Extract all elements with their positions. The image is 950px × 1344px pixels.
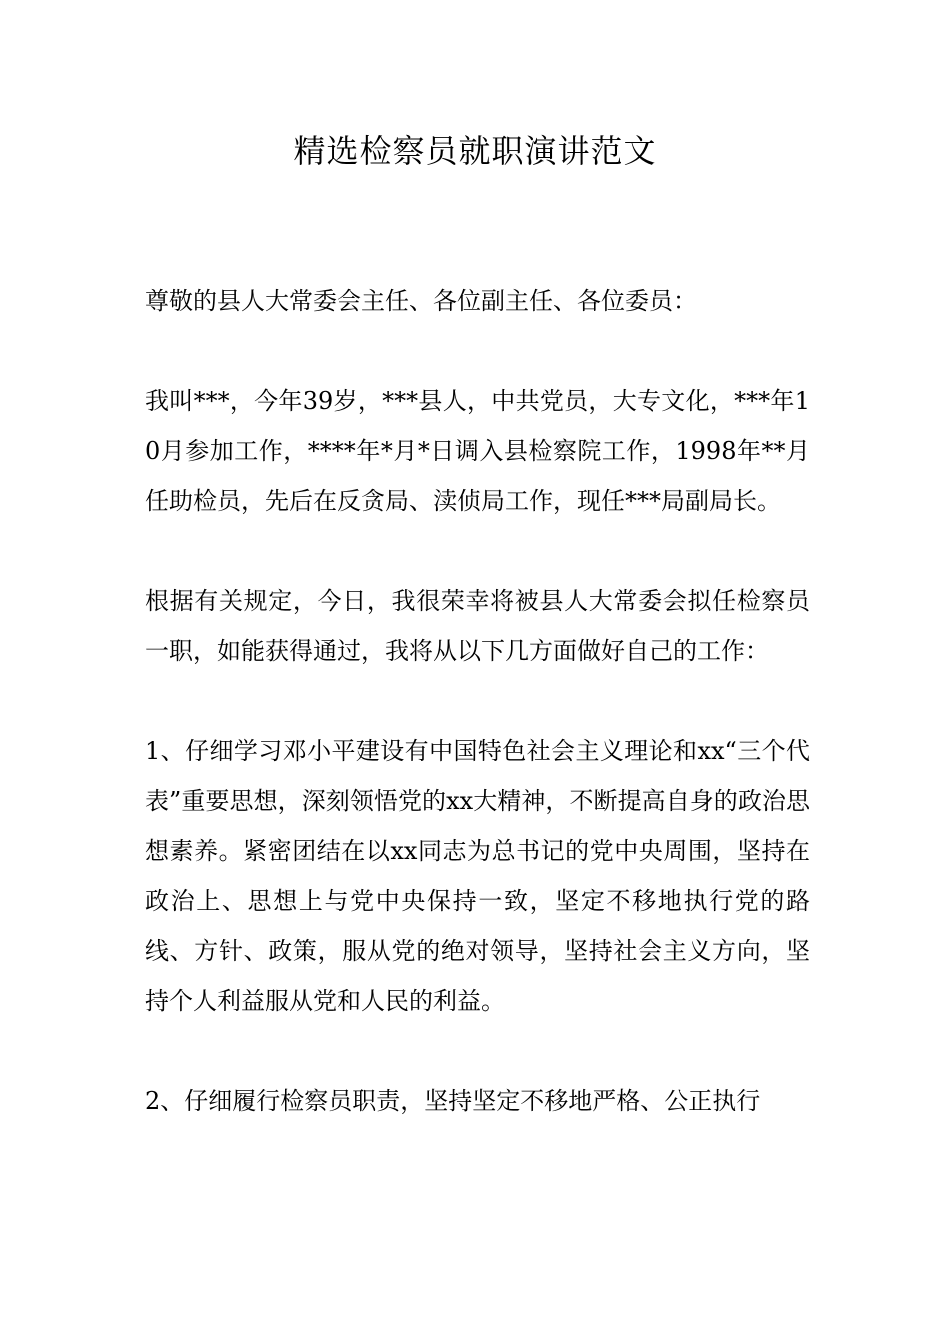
point-2-paragraph: 2、仔细履行检察员职责，坚持坚定不移地严格、公正执行 xyxy=(145,1087,761,1115)
document-body xyxy=(145,276,810,1176)
intent-paragraph: 根据有关规定，今日，我很荣幸将被县人大常委会拟任检察员一职，如能获得通过，我将从以下几方面做好自己的工作： xyxy=(145,587,810,665)
salutation-paragraph: 尊敬的县人大常委会主任、各位副主任、各位委员： xyxy=(145,287,697,315)
document-title: 精选检察员就职演讲范文 xyxy=(293,132,657,170)
point-1-paragraph: 1、仔细学习邓小平建设有中国特色社会主义理论和xx“三个代表”重要思想，深刻领悟党的xx大精神，不断提高自身的政治思想素养。紧密团结在以xx同志为总书记的党中央周围，坚持在政治上、思想上与党中央保持一致，坚定不移地执行党的路线、方针、政策，服从党的绝对领导，坚持社会主义方向，坚持个人利益服从党和人民的利益。 xyxy=(145,737,810,1015)
self-introduction-paragraph: 我叫***，今年39岁，***县人，中共党员，大专文化，***年10月参加工作，****年*月*日调入县检察院工作，1998年**月任助检员，先后在反贪局、渎侦局工作，现任***局副局长。 xyxy=(145,387,810,515)
